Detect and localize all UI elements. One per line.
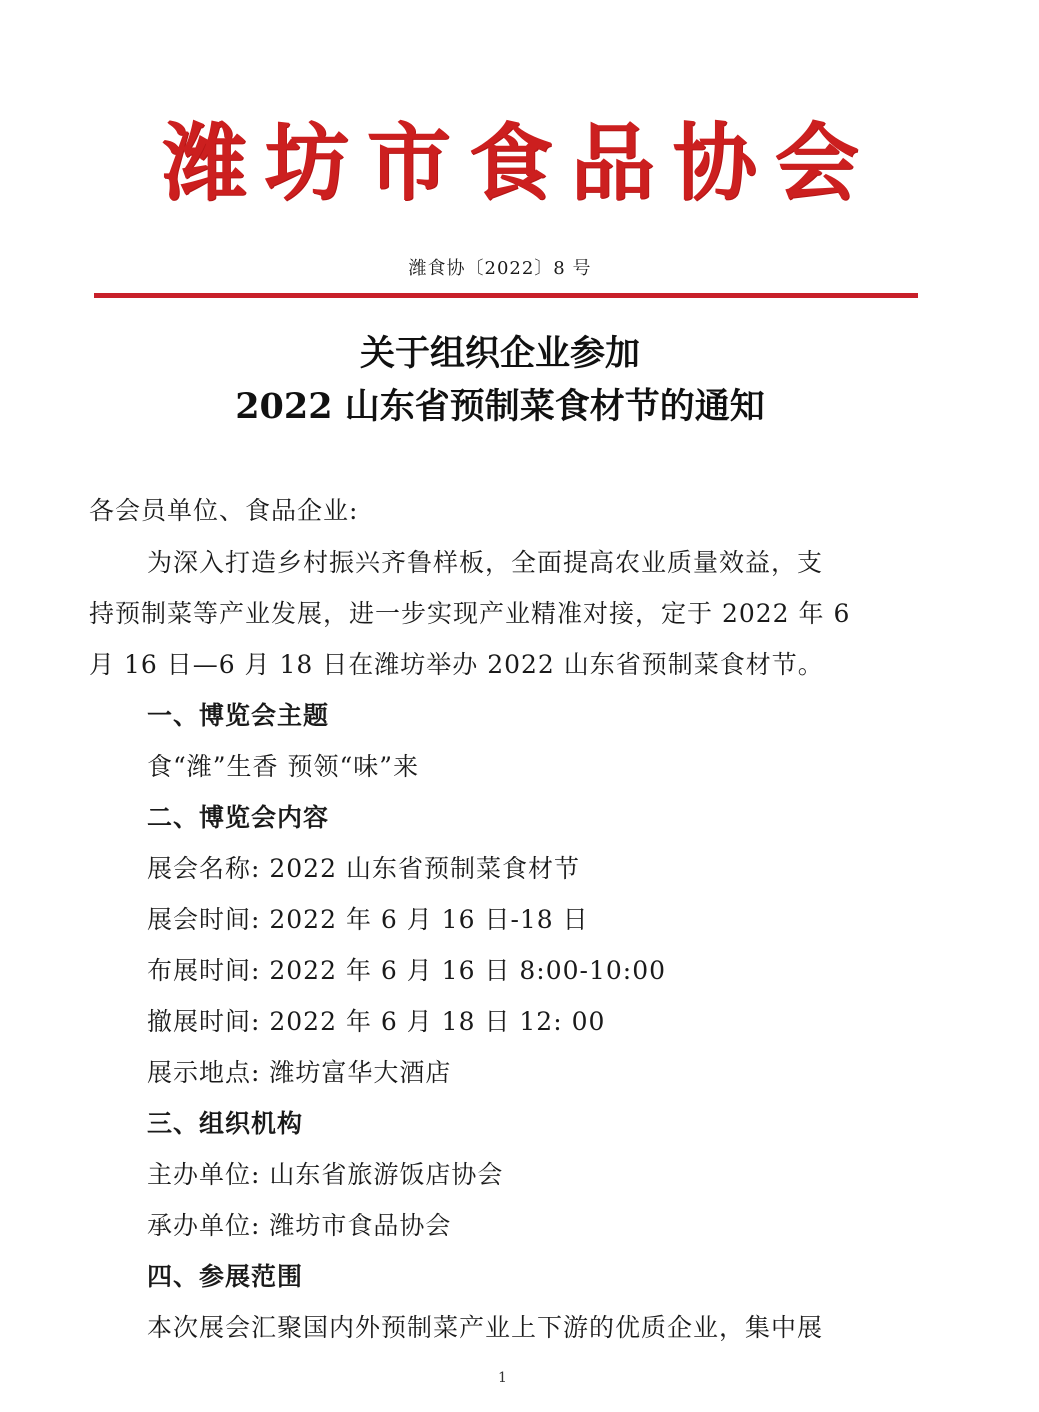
scope-text: 本次展会汇聚国内外预制菜产业上下游的优质企业，集中展 (147, 1313, 824, 1342)
salutation: 各会员单位、食品企业: (89, 496, 359, 525)
document-number: 潍食协〔2022〕8 号 (408, 258, 592, 279)
page-number: 1 (498, 1370, 507, 1386)
expo-name: 展会名称: 2022 山东省预制菜食材节 (147, 854, 580, 883)
section-heading-theme: 一、博览会主题 (147, 701, 330, 730)
red-divider (94, 293, 918, 298)
venue: 展示地点: 潍坊富华大酒店 (147, 1058, 452, 1087)
section-heading-organization: 三、组织机构 (147, 1109, 304, 1138)
section-heading-scope: 四、参展范围 (147, 1262, 304, 1291)
paragraph-line: 月 16 日—6 月 18 日在潍坊举办 2022 山东省预制菜食材节。 (89, 650, 824, 679)
paragraph-line: 为深入打造乡村振兴齐鲁样板，全面提高农业质量效益，支 (147, 548, 824, 577)
document-title-line-2: 2022 山东省预制菜食材节的通知 (235, 386, 765, 427)
organizer-unit: 承办单位: 潍坊市食品协会 (147, 1211, 452, 1240)
document-title-line-1: 关于组织企业参加 (359, 333, 640, 374)
host-unit: 主办单位: 山东省旅游饭店协会 (147, 1160, 504, 1189)
expo-time: 展会时间: 2022 年 6 月 16 日-18 日 (147, 905, 589, 934)
theme-text: 食“潍”生香 预领“味”来 (147, 752, 420, 781)
section-heading-content: 二、博览会内容 (147, 803, 330, 832)
setup-time: 布展时间: 2022 年 6 月 16 日 8:00-10:00 (147, 956, 667, 985)
paragraph-line: 持预制菜等产业发展，进一步实现产业精准对接，定于 2022 年 6 (89, 599, 851, 628)
teardown-time: 撤展时间: 2022 年 6 月 18 日 12: 00 (147, 1007, 606, 1036)
organization-header: 潍坊市食品协会 (162, 113, 877, 212)
